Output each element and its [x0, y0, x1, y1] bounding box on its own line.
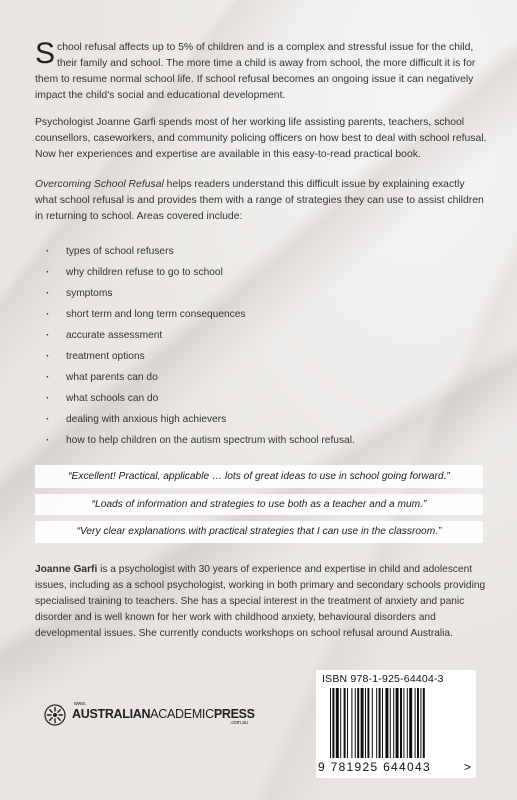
intro-paragraph-3: Overcoming School Refusal helps readers understand this difficult issue by explaining exactly what school refusal is and provides them with a range of strategies they can use to assist children in returning to school. Areas covered include:: [35, 179, 484, 222]
publisher-logo: [44, 701, 255, 726]
list-item: · why children refuse to go to school: [46, 265, 355, 286]
barcode-number: 9 781925 644043: [318, 760, 431, 774]
list-item: · types of school refusers: [46, 244, 355, 265]
isbn-label: ISBN 978-1-925-64404-3: [322, 673, 444, 685]
testimonial-quote: “Very clear explanations with practical strategies that I can use in the classroom.”: [35, 521, 483, 543]
list-item: · dealing with anxious high achievers: [46, 412, 355, 433]
intro-paragraph-2: Psychologist Joanne Garfi spends most of her working life assisting parents, teachers, school counsellors, caseworkers, and community policing officers on how best to deal with school refusal. Now her experiences and expertise are available in this easy-to-read practical book.: [35, 117, 487, 160]
list-item: · treatment options: [46, 349, 355, 370]
list-item: · what parents can do: [46, 370, 355, 391]
list-item: · accurate assessment: [46, 328, 355, 349]
intro-paragraph-1: School refusal affects up to 5% of children and is a complex and stressful issue for the child, their family and school. The more time a child is away from school, the more difficult it is for them to resume normal school life. If school refusal becomes an ongoing issue it can negatively impact the child's social and educational development.: [35, 37, 476, 101]
testimonial-quote: “Loads of information and strategies to use both as a teacher and a mum.”: [35, 494, 483, 515]
barcode-bars: [330, 688, 462, 758]
barcode-chevron: >: [464, 760, 472, 774]
list-item: · how to help children on the autism spectrum with school refusal.: [46, 433, 355, 454]
publisher-name: AUSTRALIANACADEMICPRESS: [72, 707, 255, 721]
list-item: · symptoms: [46, 286, 355, 307]
testimonial-quote: “Excellent! Practical, applicable … lots of great ideas to use in school going forward.”: [35, 465, 483, 488]
publisher-emblem-icon: [44, 704, 66, 726]
list-item: · what schools can do: [46, 391, 355, 412]
author-name: Joanne Garfi: [35, 564, 98, 575]
drop-cap: S: [35, 37, 56, 70]
publisher-www: www.: [74, 701, 86, 707]
areas-list: [46, 244, 355, 454]
list-item: · short term and long term consequences: [46, 307, 355, 328]
isbn-barcode: [316, 670, 476, 778]
book-title: Overcoming School Refusal: [35, 179, 164, 190]
publisher-domain: .com.au: [230, 720, 248, 726]
author-bio: Joanne Garfi is a psychologist with 30 years of experience and expertise in child and adolescent issues, including as a school psychologist, working in both primary and secondary schools providing specialised training to teachers. She has a special interest in the treatment of anxiety and panic disorder and is well known for her work with childhood anxiety, behavioural disorders and developmental issues. She currently conducts workshops on school refusal around Australia.: [35, 564, 486, 639]
